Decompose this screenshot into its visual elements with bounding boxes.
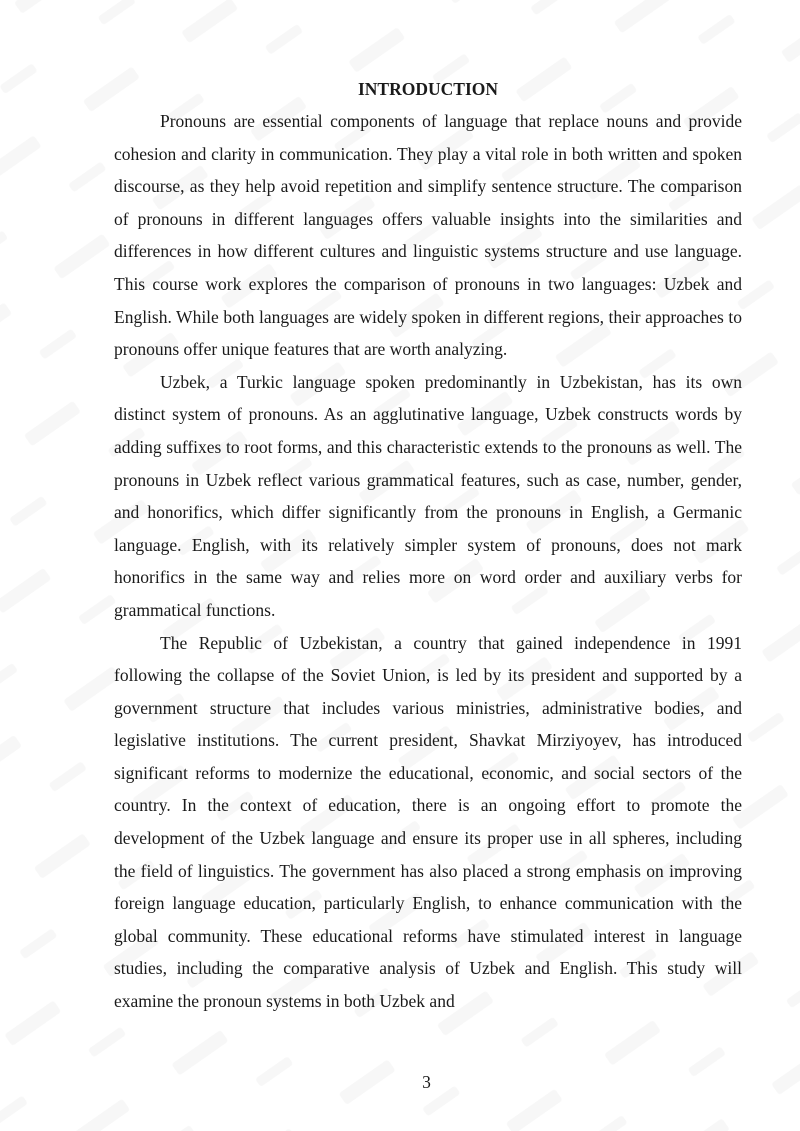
paragraph-3: The Republic of Uzbekistan, a country that gained independence in 1991 following the collapse of the Soviet Union, is led by its president and supported by a government structure that includes various ministries, administrative bodies, and legislative institutions. The current president, Shavkat Mirziyoyev, has introduced significant reforms to modernize the educational, economic, and social sectors of the country. In the context of education, there is an ongoing effort to promote the development of the Uzbek language and ensure its proper use in all spheres, including the field of linguistics. The government has also placed a strong emphasis on improving foreign language education, particularly English, to enhance communication with the global community. These educational reforms have stimulated interest in language studies, including the comparative analysis of Uzbek and English. This study will examine the pronoun systems in both Uzbek and [114,632,742,1012]
body-text [114,105,742,1018]
page-number: 3 [422,1072,431,1092]
section-heading: INTRODUCTION [357,79,499,99]
paragraph-2: Uzbek, a Turkic language spoken predominantly in Uzbekistan, has its own distinct system of pronouns. As an agglutinative language, Uzbek constructs words by adding suffixes to root forms, and this characteristic extends to the pronouns as well. The pronouns in Uzbek reflect various grammatical features, such as case, number, gender, and honorifics, which differ significantly from the pronouns in English, a Germanic language. English, with its relatively simpler system of pronouns, does not mark honorifics in the same way and relies more on word order and auxiliary verbs for grammatical functions. [114,371,742,620]
paragraph-1: Pronouns are essential components of language that replace nouns and provide cohesion and clarity in communication. They play a vital role in both written and spoken discourse, as they help avoid repetition and simplify sentence structure. The comparison of pronouns in different languages offers valuable insights into the similarities and differences in how different cultures and linguistic systems structure and use language. This course work explores the comparison of pronouns in two languages: Uzbek and English. While both languages are widely spoken in different regions, their approaches to pronouns offer unique features that are worth analyzing. [114,111,742,360]
